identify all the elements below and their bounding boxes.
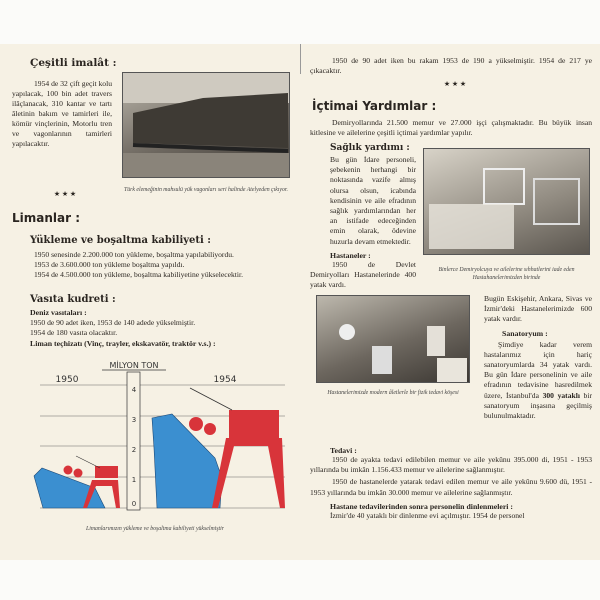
section-title-cesitli-imalat: Çeşitli imalât : [30,57,117,69]
subtitle-hastaneler: Hastaneler : [330,250,371,260]
subtitle-saglik: Sağlık yardımı : [330,143,410,153]
wagon-illustration [123,73,289,177]
section-title-ictimai: İçtimai Yardımlar : [312,99,437,113]
yukleme-line: 1950 senesinde 2.200.000 ton yükleme, boşaltma yapılabiliyordu. [34,250,234,259]
ictimai-text: Demiryollarında 21.500 memur ve 27.000 işçi çalışmaktadır. Bu büyük insan kitlesine ve ailelerine çeşitli içtimai yardımlar yapılır. [310,118,592,138]
yukleme-line: 1953 de 3.600.000 ton yükleme boşaltma yapıldı. [34,260,185,270]
year-1950: 1950 [55,375,79,385]
techizat-title: Liman teçhizatı (Vinç, trayler, ekskavatör, traktör v.s.) : [30,338,216,348]
saglik-hastaneler-column [310,143,416,290]
subtitle-vasita: Vasıta kudreti : [30,294,116,305]
yukleme-line: 1954 de 4.500.000 ton yükleme, boşaltma kabiliyetine yükselecektir. [34,270,243,280]
dinlenme-text: İzmir'de 40 yataklı bir dinlenme evi açılmıştır. 1954 de personel [330,510,525,520]
photo2-caption: Binlerce Demiryolcuya ve ailelerine sıhhatlerini iade eden Hastahanelerimizden birinde [438,267,575,281]
subtitle-sanatoryum: Sanatoryum : [502,328,548,338]
sanatoryum-bold: 300 yataklı [542,390,580,400]
sanatoryum-text-a: Şimdiye kadar verem hastalarımız için hariç sanatoryumlarda 34 yatak vardı. Bu gün İdare personelinin ve aile efradının tedavisine hasredilmek üzere, İstanbul'da [484,339,592,400]
sanatoryum-column [484,294,592,421]
deniz-line: 1950 de 90 adet iken, 1953 de 140 adede yükselmiştir. [30,318,196,328]
photo3-caption: Hastanelerimizde modern âletlerle bir fizik tedavi köşesi [327,390,459,396]
year-1954: 1954 [213,375,237,385]
cesitli-imalat-text: 1954 de 32 çift geçit kolu yapılacak, 100 bin adet travers ilâçlanacak, 310 kantar ve tartı âletinin bakım ve tamirleri ile, kömür vinçlerinin, Motorlu tren ve vagonlarının tamirleri yapılacaktır. [12,79,112,148]
sanatoryum-text [484,340,592,422]
deniz-line: 1954 de 180 vasıta olacaktır. [30,328,118,338]
star-separator: ★ ★ ★ [53,190,77,198]
column-divider [300,44,301,74]
tedavi-block [310,446,592,521]
physiotherapy-photo [316,295,470,383]
deniz-title: Deniz vasıtaları : [30,308,87,317]
subtitle-tedavi: Tedavi : [330,446,357,455]
unit-label: MİLYON TON [109,361,159,370]
saglik-text: Bu gün İdare personeli, şebekenin herhangi bir noktasında vazife almış olursa olsun, icabında kendisinin ve aile efradının sağlık yardımlarından her an istifade edeceğinden emin olarak, ödevine huzurla devam etmektedir. [330,155,416,246]
photo1-caption: Türk elemeğinin mahsulü yük vagonları seri halinde Atelyeden çıkıyor. [124,187,288,193]
section-title-limanlar: Limanlar : [12,211,81,225]
star-separator: ★ ★ ★ [443,80,467,88]
tick-2: 2 [131,446,137,454]
sanatoryum-text-b: bir sanatoryum inşasına geçilmiş bulunulmaktadır. [484,390,592,421]
yukleme-text [12,250,290,281]
right-top-text: 1950 de 90 adet iken bu rakam 1953 de 190 a yükselmiştir. 1954 de 217 ye çıkacaktır. [310,56,592,76]
deniz-block [30,308,292,349]
hospital-ward-photo [423,148,590,255]
port-capacity-infographic [20,358,290,518]
tick-3: 3 [131,416,137,424]
tick-1: 1 [131,476,137,484]
tedavi-p1: 1950 de ayakta tedavi edilebilen memur ve aile yekûnu 395.000 di, 1951 - 1953 yıllarında bu imkân 1.156.433 memur ve ailelerine sağlanmıştır. [310,455,592,475]
hastaneler-text-2: Bugün Eskişehir, Ankara, Sivas ve İzmir'deki Hastanelerimizde 600 yatak vardır. [484,294,592,324]
tedavi-p2: 1950 de hastanelerde yatarak tedavi edilen memur ve aile yekûnu 9.600 dü, 1951 - 1953 yıllarında bu imkân 30.000 memur ve ailelerine sağlanmıştır. [310,477,592,497]
freight-wagons-photo [122,72,290,178]
infographic-caption: Limanlarımızın yükleme ve boşaltma kabiliyeti yükselmiştir [86,526,224,532]
subtitle-dinlenme: Hastane tedavilerinden sonra personelin dinlenmeleri : [330,501,514,511]
tick-0: 0 [131,500,137,508]
subtitle-yukleme: Yükleme ve boşaltma kabiliyeti : [30,235,212,246]
hastaneler-text: 1950 de Devlet Demiryolları Hastanelerinde 400 yatak vardı. [310,259,416,290]
tick-4: 4 [131,386,137,394]
